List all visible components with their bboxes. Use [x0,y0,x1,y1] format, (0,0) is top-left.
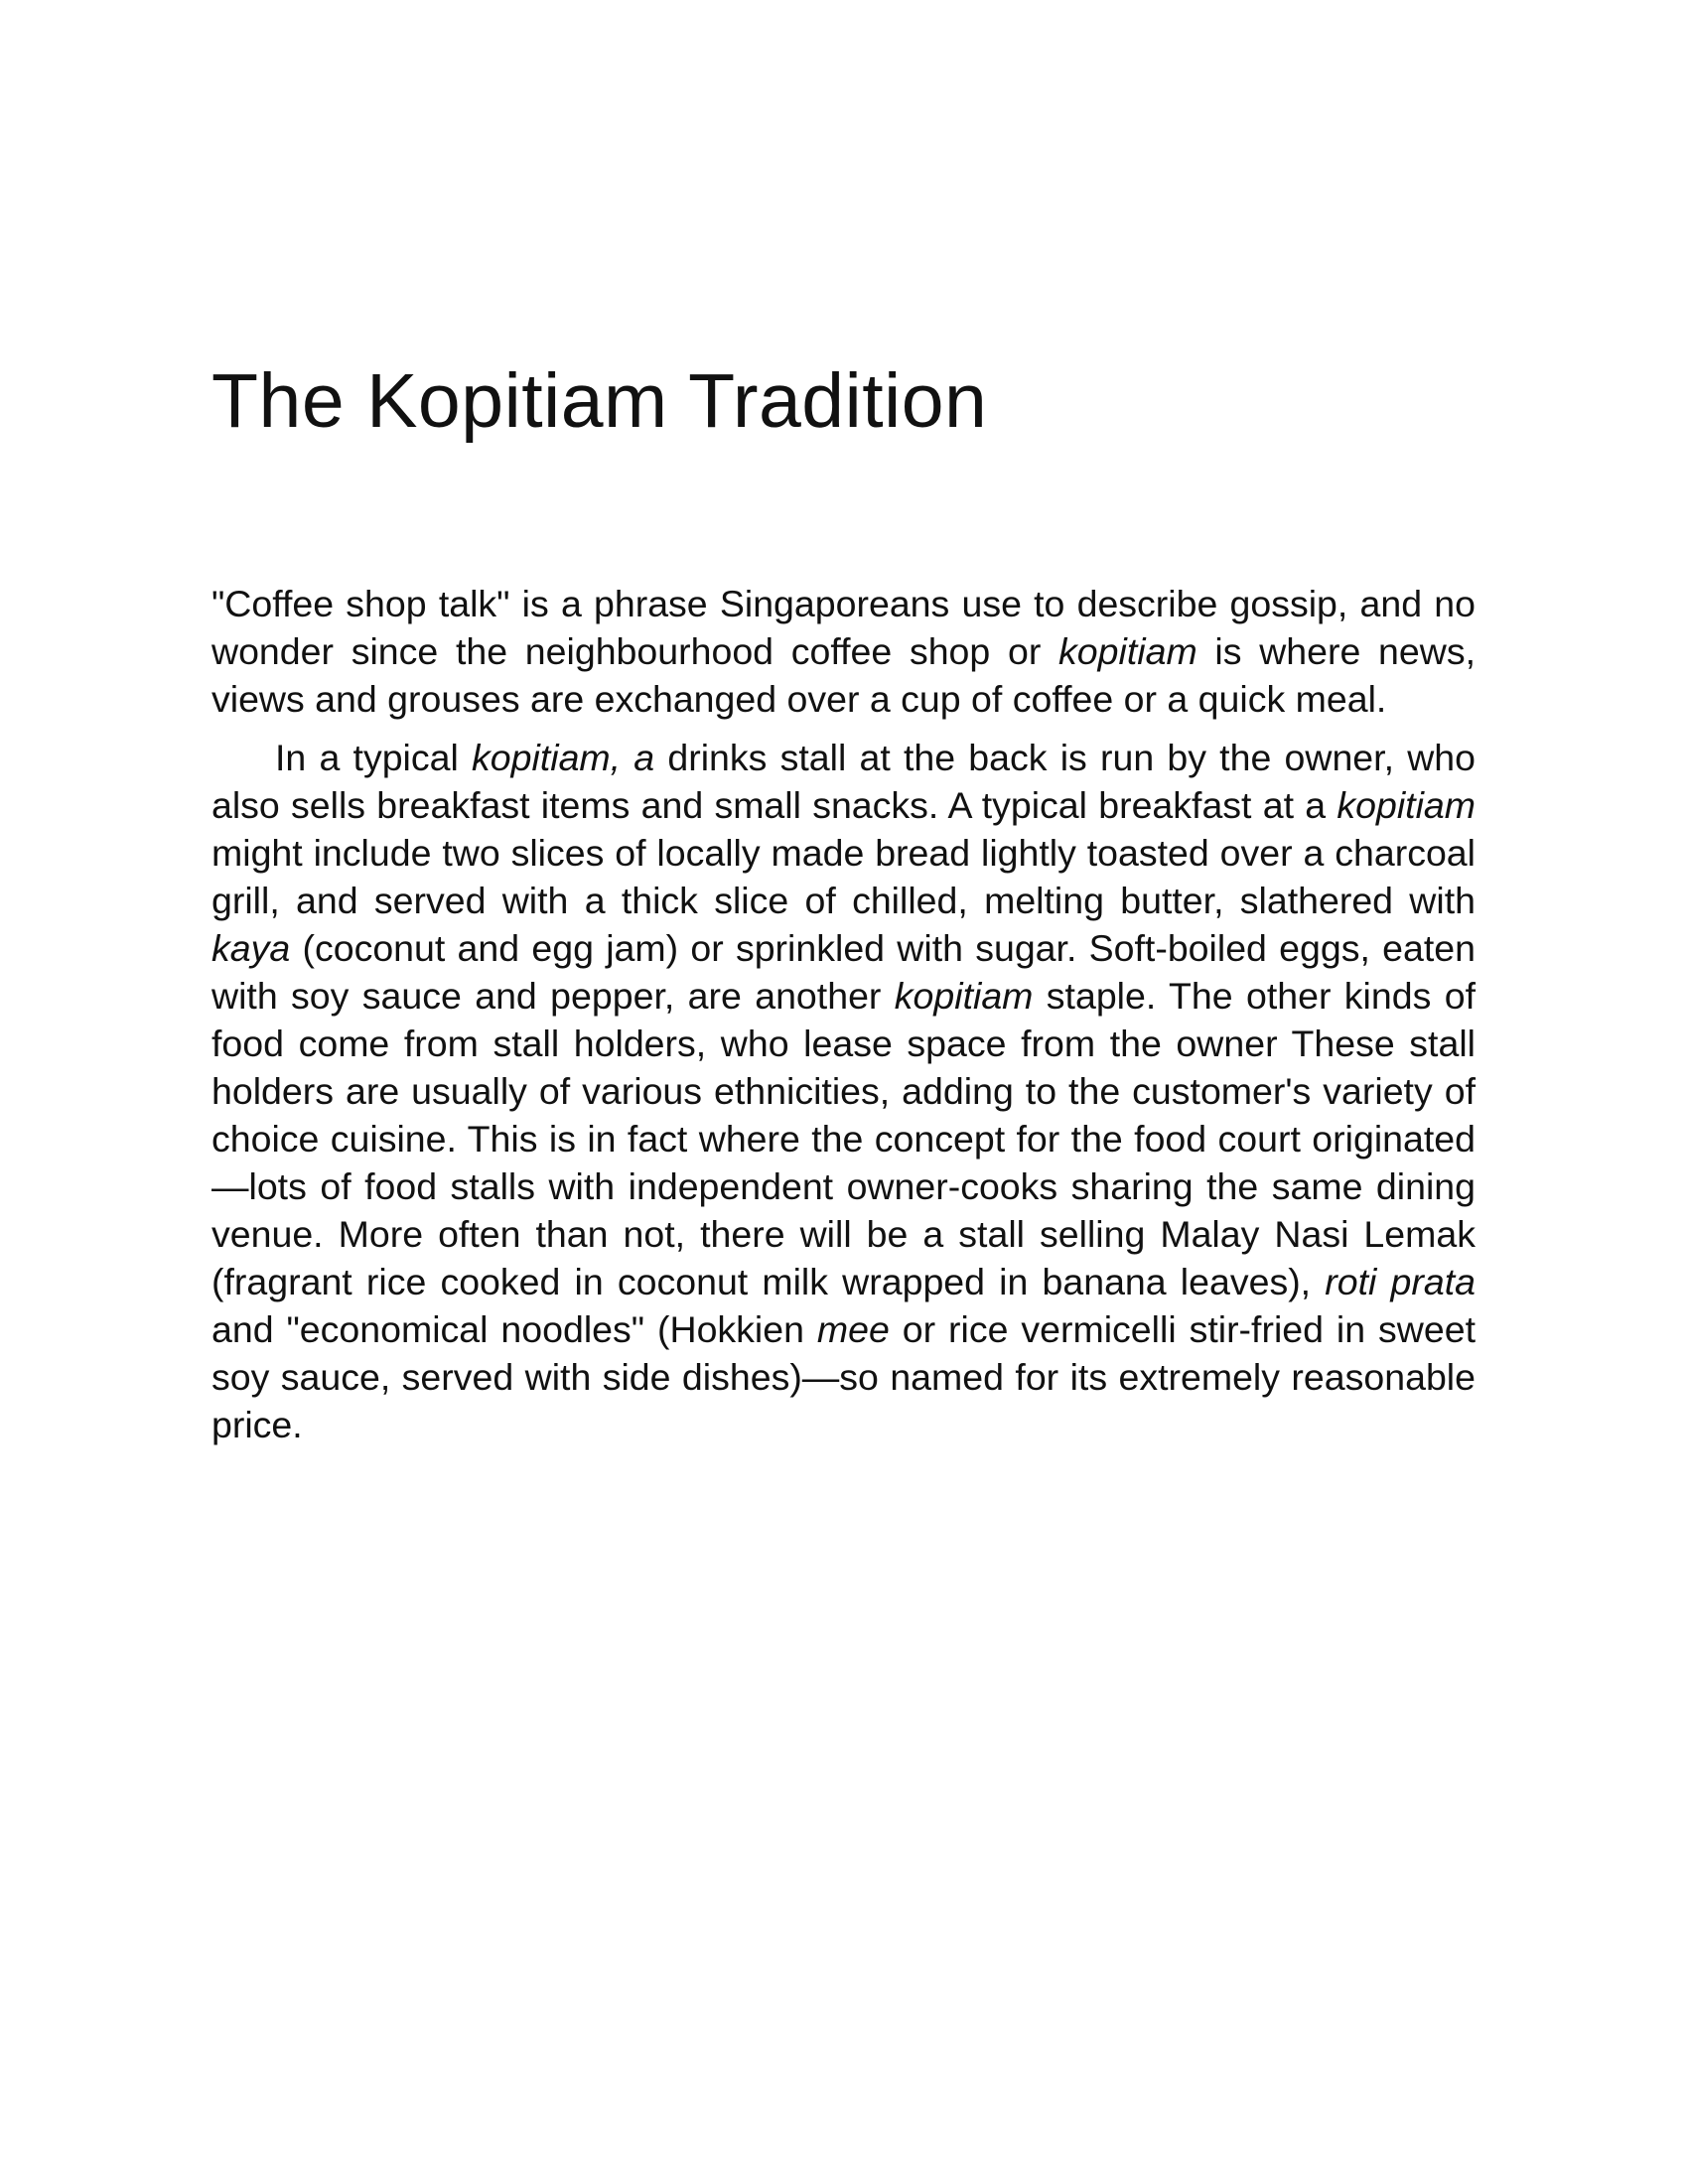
page-title: The Kopitiam Tradition [211,358,988,444]
paragraph-1 [211,580,1476,723]
text-run: staple. The other kinds of food come from stall holders, who lease space from the owner These stall holders are usually of various ethnicities, adding to the customer's variety of choice cuisine. This is in fact where the concept for the food court originated—lots of food stalls with independent owner-cooks sharing the same dining venue. More often than not, there will be a stall selling Malay Nasi Lemak (fragrant rice cooked in coconut milk wrapped in banana leaves), [211,975,1476,1302]
body-text [211,580,1476,1448]
italic-term: kopitiam [1336,784,1476,826]
text-run: In a typical [275,737,473,778]
italic-term: kopitiam [1058,630,1197,672]
italic-term: kopitiam, a [472,737,655,778]
italic-term: kaya [211,927,291,969]
italic-term: kopitiam [894,975,1034,1017]
text-run: drinks stall at the back is run by the owner, who also sells breakfast items and small snacks. A typical breakfast at a [211,737,1476,826]
text-run: and "economical noodles" (Hokkien [211,1308,817,1350]
text-run: (coconut and egg jam) or sprinkled with sugar. Soft-boiled eggs, eaten with soy sauce and pepper, are another [211,927,1476,1017]
text-run: or rice vermicelli stir-fried in sweet soy sauce, served with side dishes)—so named for its extremely reasonable price. [211,1308,1476,1445]
text-run: "Coffee shop talk" is a phrase Singaporeans use to describe gossip, and no wonder since the neighbourhood coffee shop or [211,583,1476,672]
italic-term: roti prata [1325,1261,1476,1302]
text-run: might include two slices of locally made bread lightly toasted over a charcoal grill, and served with a thick slice of chilled, melting butter, slathered with [211,832,1476,921]
text-run: is where news, views and grouses are exchanged over a cup of coffee or a quick meal. [211,630,1477,720]
italic-term: mee [816,1308,890,1350]
paragraph-2 [211,734,1476,1448]
